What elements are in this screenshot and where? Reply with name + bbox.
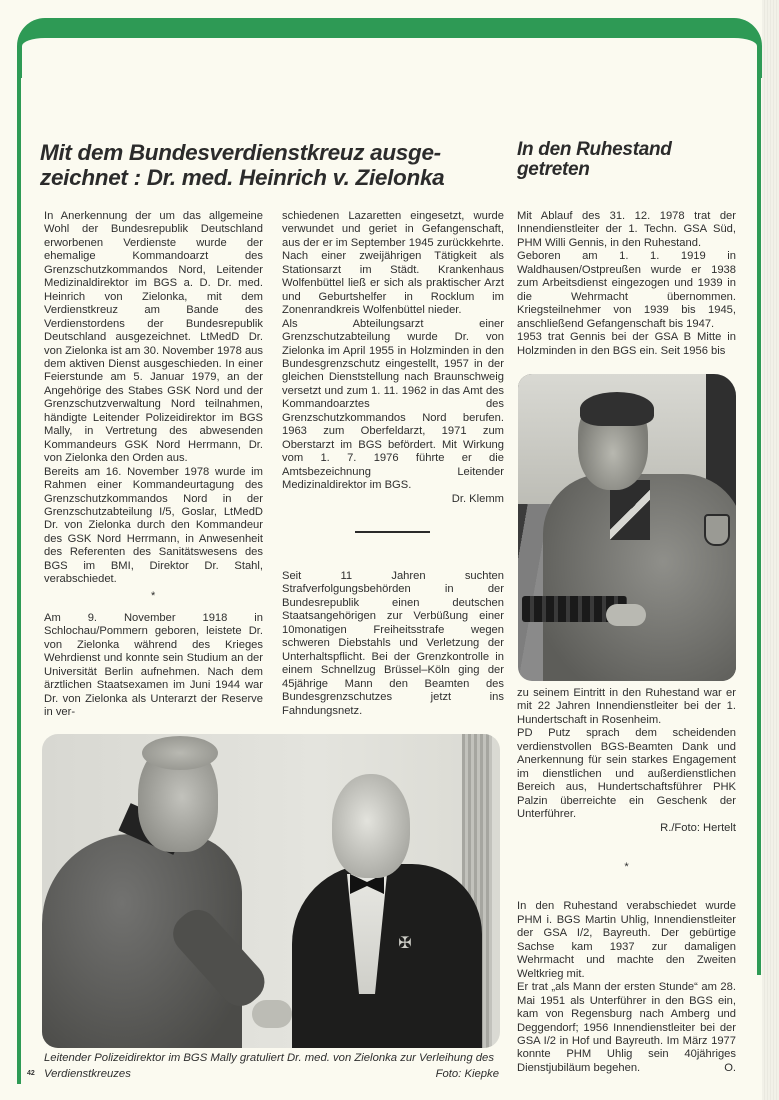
- main-paragraph-4: schiedenen Lazaretten eingesetzt, wurde verwundet und geriet in Gefangenschaft, aus der er im September 1945 zurückkehrte. Nach einer zweijährigen Tätigkeit als Stationsarzt im Städt. Krankenhaus Wolfenbüttel ließ er sich als praktischer Arzt und Geburtshelfer in Rocklum im Zonenrandkreis Wolfenbüttel nieder.: [282, 210, 504, 317]
- side-paragraph-2: Geboren am 1. 1. 1919 in Waldhausen/Ostpreußen wurde er 1938 zum Arbeitsdienst eingezogen und 1939 in die Wehrmacht übernommen. Kriegsteilnehmer von 1939 bis 1945, anschließend Gefangenschaft bis 1947.: [517, 250, 736, 330]
- main-article-column-1b: [44, 612, 263, 720]
- green-frame-right: [757, 70, 761, 975]
- author-initial: O.: [724, 1061, 736, 1074]
- page-number: 42: [27, 1070, 35, 1077]
- caption-line-1: Leitender Polizeidirektor im BGS Mally gratuliert Dr. med. von Zielonka zur Verleihung des: [44, 1052, 494, 1064]
- caption-photo-credit: Foto: Kiepke: [435, 1067, 499, 1080]
- side-headline: [517, 140, 757, 180]
- side-separator-asterisk: *: [624, 860, 629, 873]
- side-article-top: [517, 210, 736, 358]
- section-divider: [355, 531, 430, 533]
- photo-caption: [44, 1051, 499, 1082]
- author-signature: Dr. Klemm: [451, 492, 504, 505]
- main-paragraph-1: In Anerkennung der um das allgemeine Wohl der Bundesrepublik Deutschland erworbenen Verdienste wurde der ehemalige Kommandoarzt des Grenzschutzkommandos Nord, Leitender Medizinaldirektor im BGS a. D. Dr. med. Heinrich von Zielonka, mit dem Verdienstkreuz am Bande des Verdienstordens der Bundesrepublik Deutschland ausgezeichnet. LtMedD Dr. von Zielonka ist am 30. November 1978 aus dem aktiven Dienst ausgeschieden. In einer Feierstunde am 5. Januar 1979, an der Angehörige des Stabes GSK Nord und der Grenzschutzverwaltung Nord teilnahmen, händigte Leitender Polizeidirektor im BGS Mally, in Vertretung des abwesenden Kommandeurs GSK Nord Herrmann, Dr. von Zielonka den Orden aus.: [44, 210, 263, 465]
- side-paragraph-6: In den Ruhestand verabschiedet wurde PHM i. BGS Martin Uhlig, Innendienstleiter der GSA I/2, Bayreuth. Der gebürtige Sachse kam 1937 zur damaligen Wehrmacht und machte den Zweiten Weltkrieg mit.: [517, 900, 736, 980]
- side-paragraph-7: Er trat „als Mann der ersten Stunde“ am 28. Mai 1951 als Unterführer in den BGS ein, kam von Regensburg nach Amberg und Deggendorf; 1956 Innendienstleiter bei der GSA I/2 in Hof und Bayreuth. Im März 1977 konnte PHM Uhlig sein 40jähriges Dienstjubiläum begehen.: [517, 981, 736, 1074]
- main-article-column-2: [282, 210, 504, 506]
- caption-line-2: Verdienstkreuzes: [44, 1067, 131, 1080]
- main-paragraph-5: Als Abteilungsarzt einer Grenzschutzabteilung wurde Dr. von Zielonka im April 1955 in Holzminden in den Bundesgrenzschutz eingestellt, 1957 in der gleichen Dienststellung nach Braunschweig versetzt und zum 1. 11. 1962 in das Amt des Kommandoarztes des Grenzschutzkommandos Nord berufen. 1963 zum Oberfeldarzt, 1971 zum Oberstarzt im BGS befördert. Mit Wirkung vom 1. 7. 1976 führte er die Amtsbezeichnung Leitender Medizinaldirektor im BGS.: [282, 317, 504, 492]
- side-paragraph-3: 1953 trat Gennis bei der GSA B Mitte in Holzminden in den BGS ein. Seit 1956 bis: [517, 331, 736, 357]
- photo-gennis: [518, 374, 736, 681]
- photo-handshake: [42, 734, 500, 1048]
- main-headline-line2: zeichnet : Dr. med. Heinrich v. Zielonka: [40, 165, 445, 190]
- photo-credit-hertelt: R./Foto: Hertelt: [660, 821, 736, 834]
- shoulder-patch-icon: [704, 514, 730, 546]
- side-paragraph-1: Mit Ablauf des 31. 12. 1978 trat der Innendienstleiter der 1. Techn. GSA Süd, PHM Willi Gennis, in den Ruhestand.: [517, 210, 736, 249]
- green-frame-left: [17, 70, 21, 1084]
- main-article-column-1: [44, 210, 263, 587]
- cross-medal-icon: ✠: [398, 935, 412, 952]
- side-article-bottom: [517, 687, 736, 1075]
- short-article: [282, 570, 504, 718]
- main-paragraph-3: Am 9. November 1918 in Schlochau/Pommern geboren, leistete Dr. von Zielonka während des Krieges Wehrdienst und konnte sein Studium an der Universität Berlin aufnehmen. Nach dem ärztlichen Staatsexamen im Juni 1944 war Dr. von Zielonka als Unterarzt der Reserve in ver-: [44, 612, 263, 719]
- side-headline-line1: In den Ruhestand: [517, 139, 672, 160]
- side-paragraph-5: PD Putz sprach dem scheidenden verdienstvollen BGS-Beamten Dank und Anerkennung für sein starkes Engagement im dienstlichen und außerdienstlichen Bereich aus, Hundertschaftsführer PHK Palzin überreichte ein Geschenk der Unterführer.: [517, 727, 736, 821]
- main-paragraph-2: Bereits am 16. November 1978 wurde im Rahmen einer Kommandeurtagung des Grenzschutzkommandos Nord in der Grenzschutzabteilung I/5, Goslar, LtMedD Dr. von Zielonka durch den Kommandeur des GSK Nord Herrmann, in Anwesenheit des Referenten des Sanitätswesens des BGS im BMI, Direktor Dr. Stahl, verabschiedet.: [44, 465, 263, 586]
- side-paragraph-4: zu seinem Eintritt in den Ruhestand war er mit 22 Jahren Innendienstleiter bei der 1. Hundertschaft in Rosenheim.: [517, 687, 736, 726]
- scan-margin: [762, 0, 779, 1100]
- main-headline: [40, 140, 510, 190]
- main-headline-line1: Mit dem Bundesverdienstkreuz ausge-: [40, 140, 441, 165]
- short-article-text: Seit 11 Jahren suchten Strafverfolgungsbehörden in der Bundesrepublik einen deutschen Staatsangehörigen zur Verbüßung einer 10monatigen Freiheitsstrafe wegen schweren Diebstahls und Verletzung der Unterhaltspflicht. Bei der Grenzkontrolle in einem Schnellzug Brüssel–Köln ging der 45jährige Mann den Beamten des Bundesgrenzschutzes jetzt ins Fahndungsnetz.: [282, 570, 504, 717]
- green-frame-top: [17, 18, 762, 78]
- side-headline-line2: getreten: [517, 159, 590, 180]
- separator-asterisk: *: [151, 590, 156, 602]
